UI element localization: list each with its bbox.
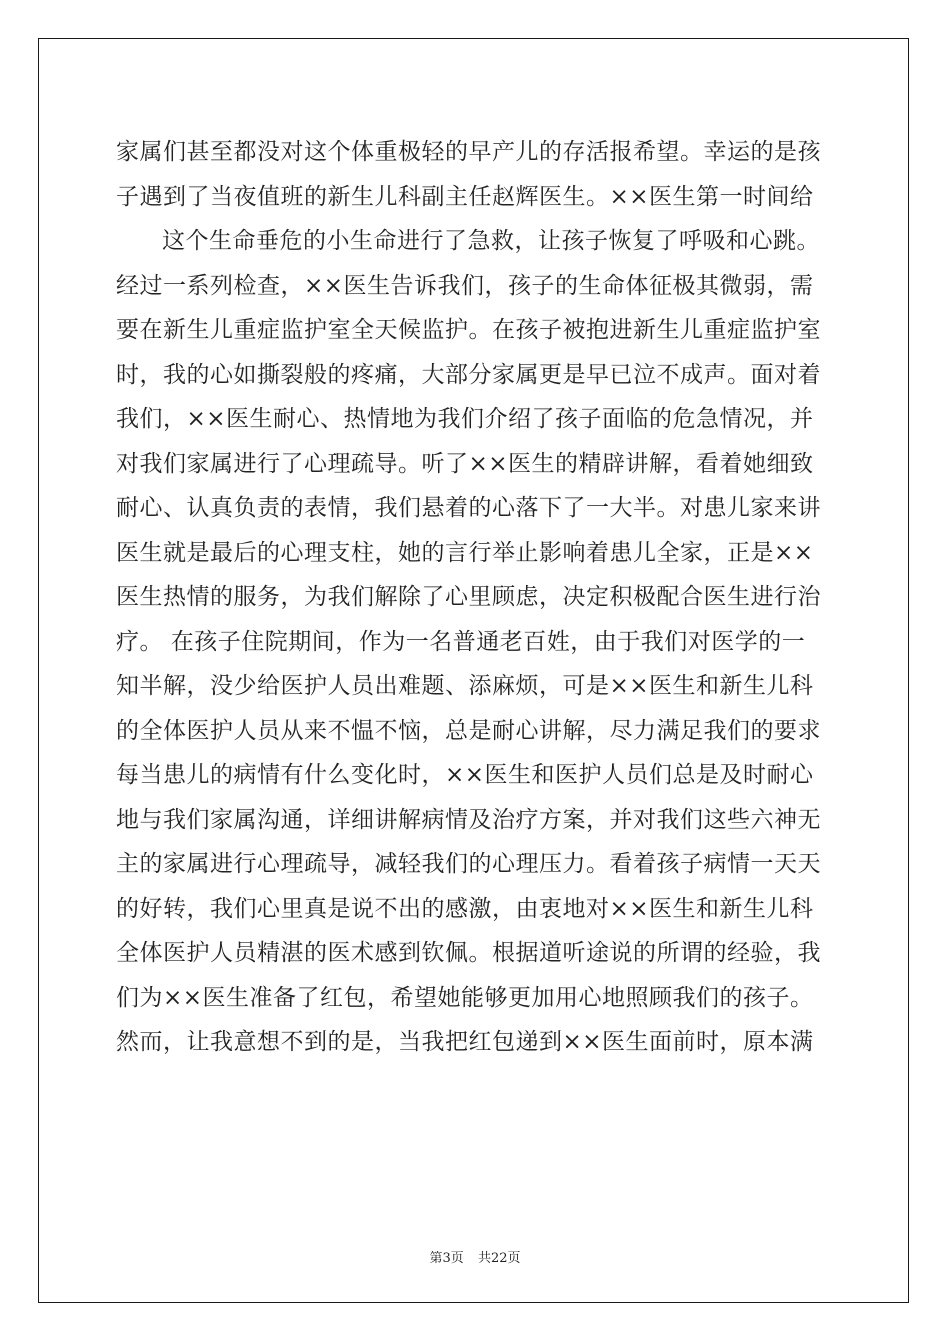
text-line: 地与我们家属沟通，详细讲解病情及治疗方案，并对我们这些六神无 [116, 806, 821, 833]
text-line: 家属们甚至都没对这个体重极轻的早产儿的存活报希望。幸运的是孩 [116, 139, 821, 165]
text-line: 耐心、认真负责的表情，我们悬着的心落下了一大半。对患儿家来讲 [116, 495, 821, 521]
text-line: 医生热情的服务，为我们解除了心里顾虑，决定积极配合医生进行治 [116, 584, 821, 610]
text-line: 时，我的心如撕裂般的疼痛，大部分家属更是早已泣不成声。面对着 [116, 361, 821, 388]
text-line: 经过一系列检查，××医生告诉我们，孩子的生命体征极其微弱，需 [116, 272, 814, 299]
document-body [116, 130, 836, 1065]
text-line: 医生就是最后的心理支柱，她的言行举止影响着患儿全家，正是×× [116, 539, 814, 566]
text-line: 这个生命垂危的小生命进行了急救，让孩子恢复了呼吸和心跳。 [162, 228, 820, 254]
text-line: 每当患儿的病情有什么变化时，××医生和医护人员们总是及时耐心 [116, 762, 814, 788]
page-footer [0, 1247, 950, 1266]
text-line: 们为××医生准备了红包，希望她能够更加用心地照顾我们的孩子。 [116, 984, 814, 1011]
text-line: 要在新生儿重症监护室全天候监护。在孩子被抱进新生儿重症监护室 [116, 317, 821, 343]
text-line: 主的家属进行心理疏导，减轻我们的心理压力。看着孩子病情一天天 [116, 851, 821, 877]
page-number: 第3页 [429, 1251, 464, 1266]
text-line: 疗。 在孩子住院期间，作为一名普通老百姓，由于我们对医学的一 [116, 628, 806, 655]
text-line: 的好转，我们心里真是说不出的感激，由衷地对××医生和新生儿科 [116, 895, 814, 922]
text-line: 然而，让我意想不到的是，当我把红包递到××医生面前时，原本满 [116, 1029, 814, 1055]
text-line: 对我们家属进行了心理疏导。听了××医生的精辟讲解，看着她细致 [116, 450, 814, 477]
text-line: 我们，××医生耐心、热情地为我们介绍了孩子面临的危急情况，并 [116, 406, 814, 432]
text-line: 知半解，没少给医护人员出难题、添麻烦，可是××医生和新生儿科 [116, 673, 814, 699]
text-line: 子遇到了当夜值班的新生儿科副主任赵辉医生。××医生第一时间给 [116, 183, 814, 210]
text-line: 的全体医护人员从来不愠不恼，总是耐心讲解，尽力满足我们的要求 [116, 717, 821, 744]
total-pages: 共22页 [477, 1251, 521, 1266]
text-line: 全体医护人员精湛的医术感到钦佩。根据道听途说的所谓的经验，我 [116, 940, 821, 966]
